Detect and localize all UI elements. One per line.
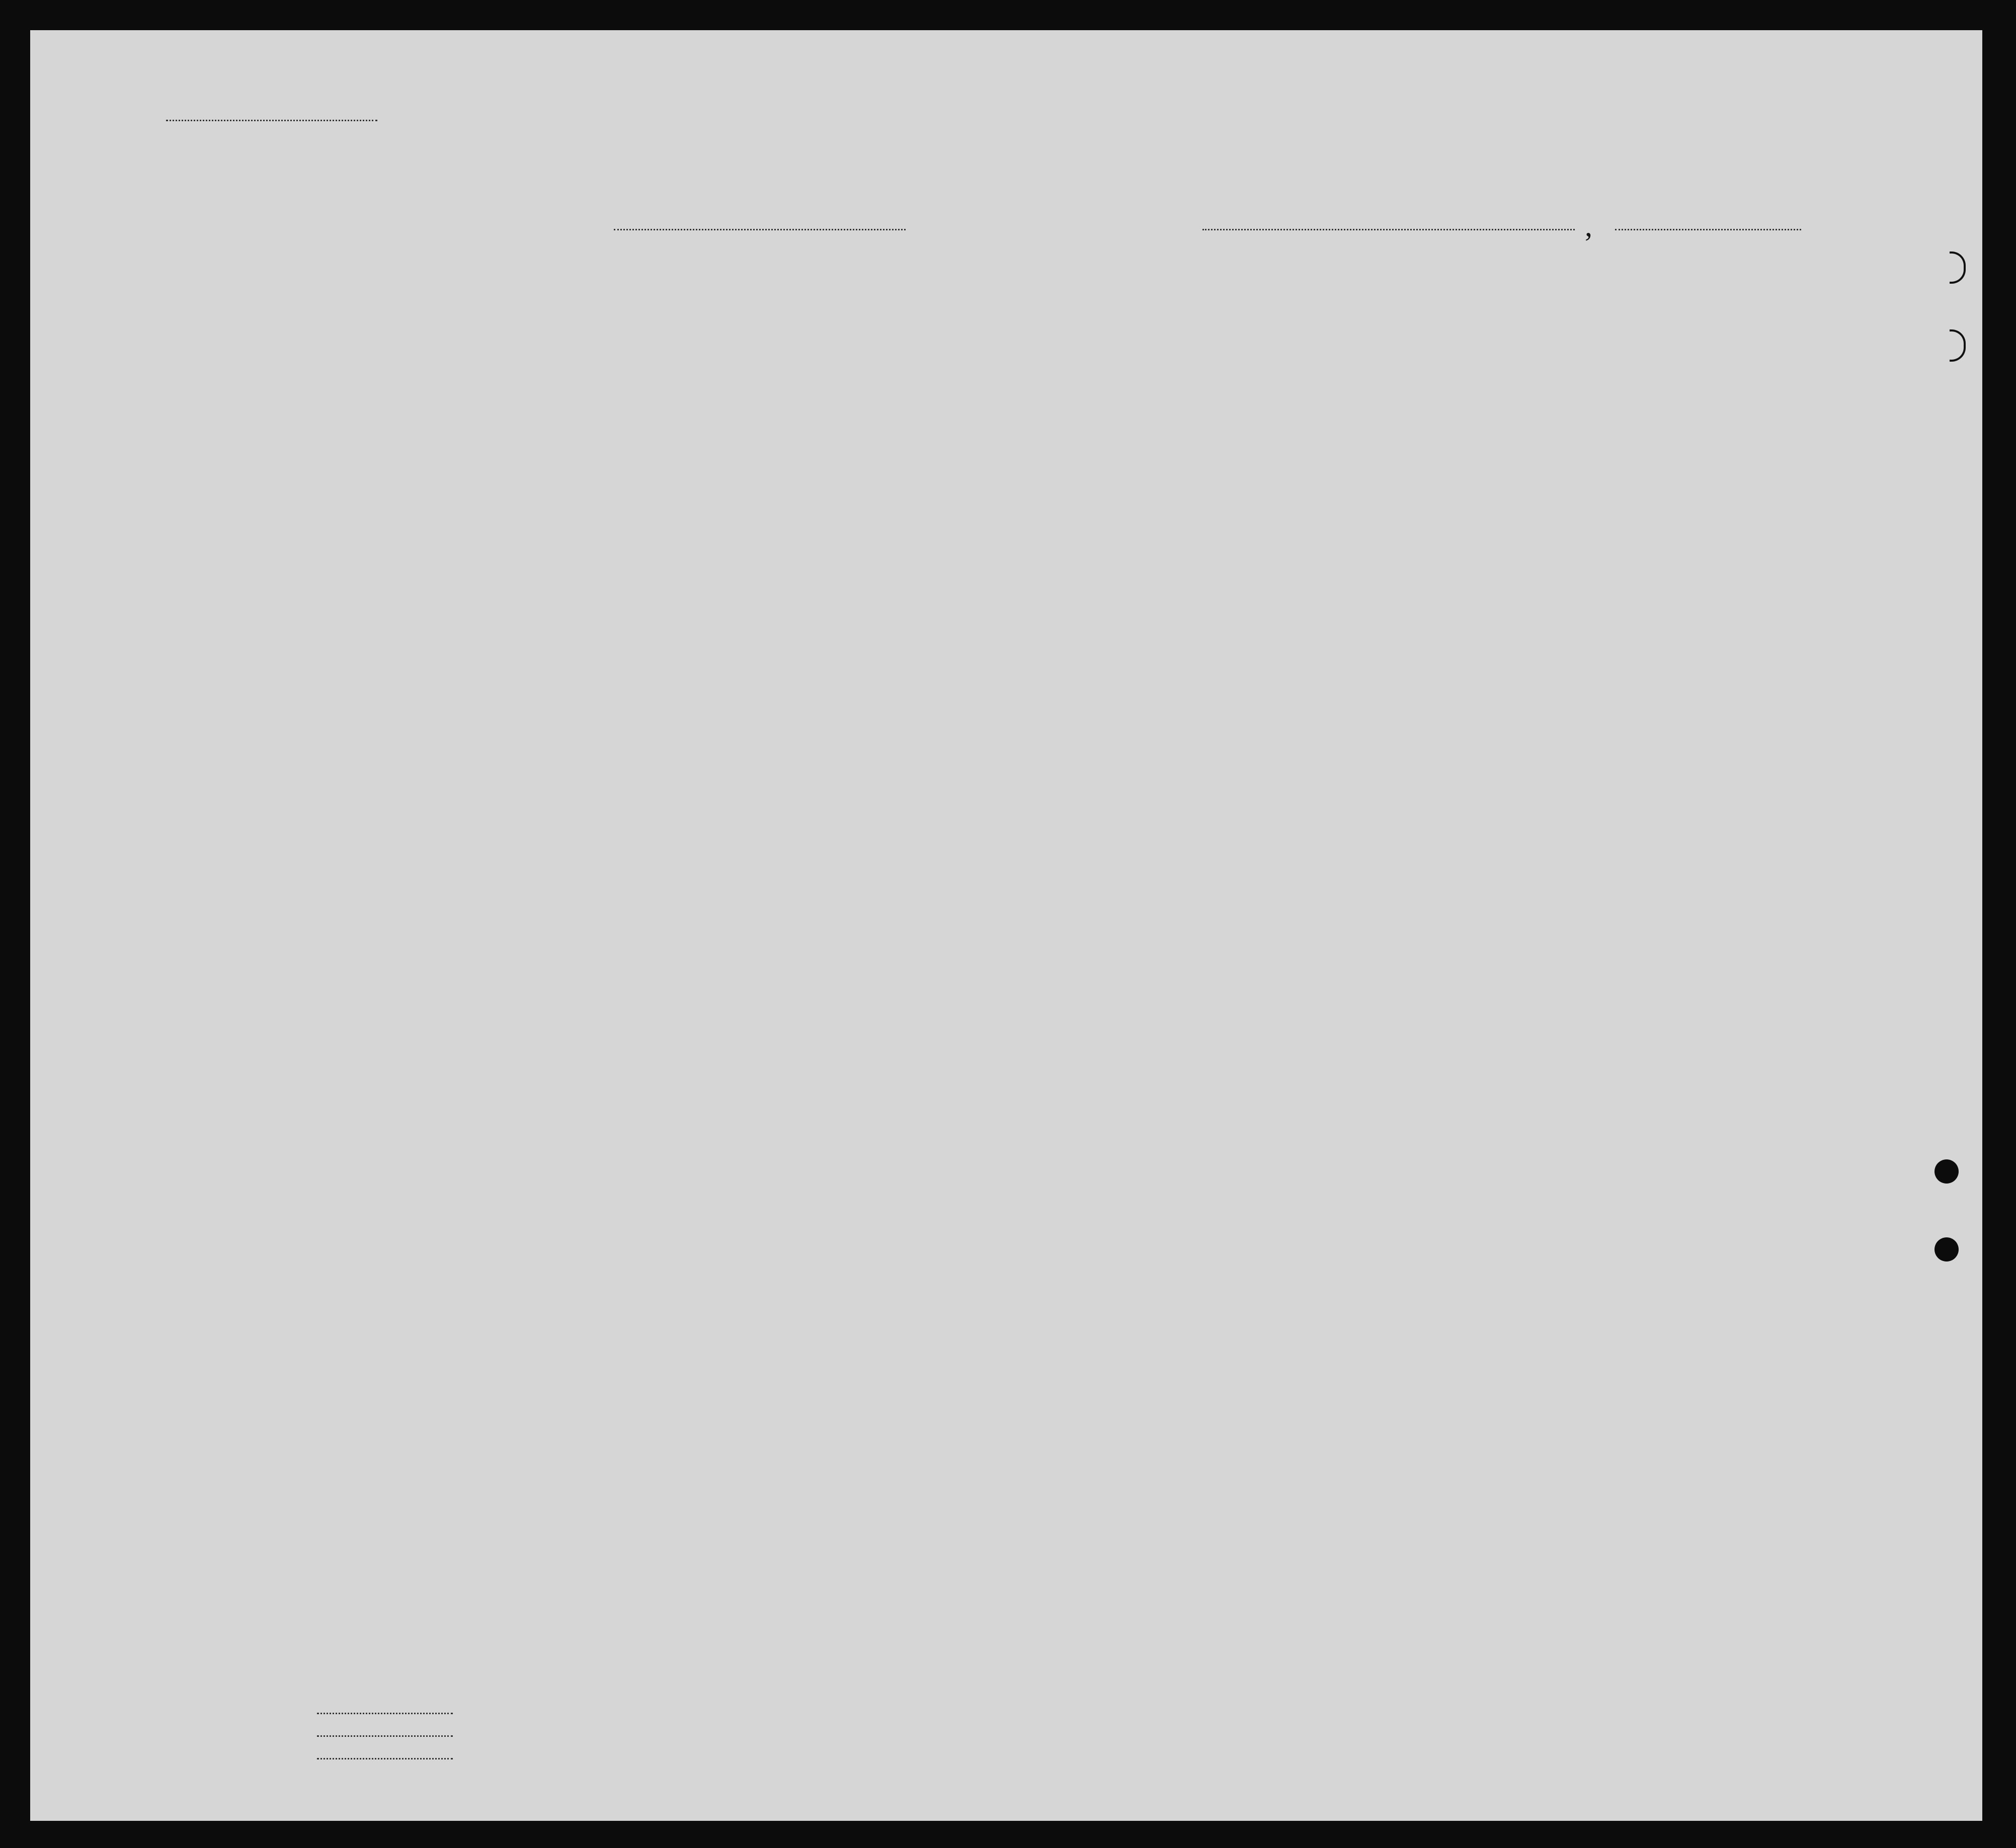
- date-line: [1615, 229, 1801, 230]
- total-passengers-line: [317, 1713, 453, 1714]
- punch-hole: [1934, 1159, 1959, 1184]
- aliens-line: [317, 1758, 453, 1759]
- manifest-sheet: [30, 30, 1982, 1821]
- punch-hole: [1934, 1237, 1959, 1262]
- comma: ,: [1585, 209, 1592, 242]
- port-line: [1202, 229, 1575, 230]
- us-citizens-line: [317, 1735, 453, 1737]
- table-grid: [30, 30, 1982, 1821]
- list-number-line: [166, 120, 377, 121]
- ship-line: [614, 229, 906, 230]
